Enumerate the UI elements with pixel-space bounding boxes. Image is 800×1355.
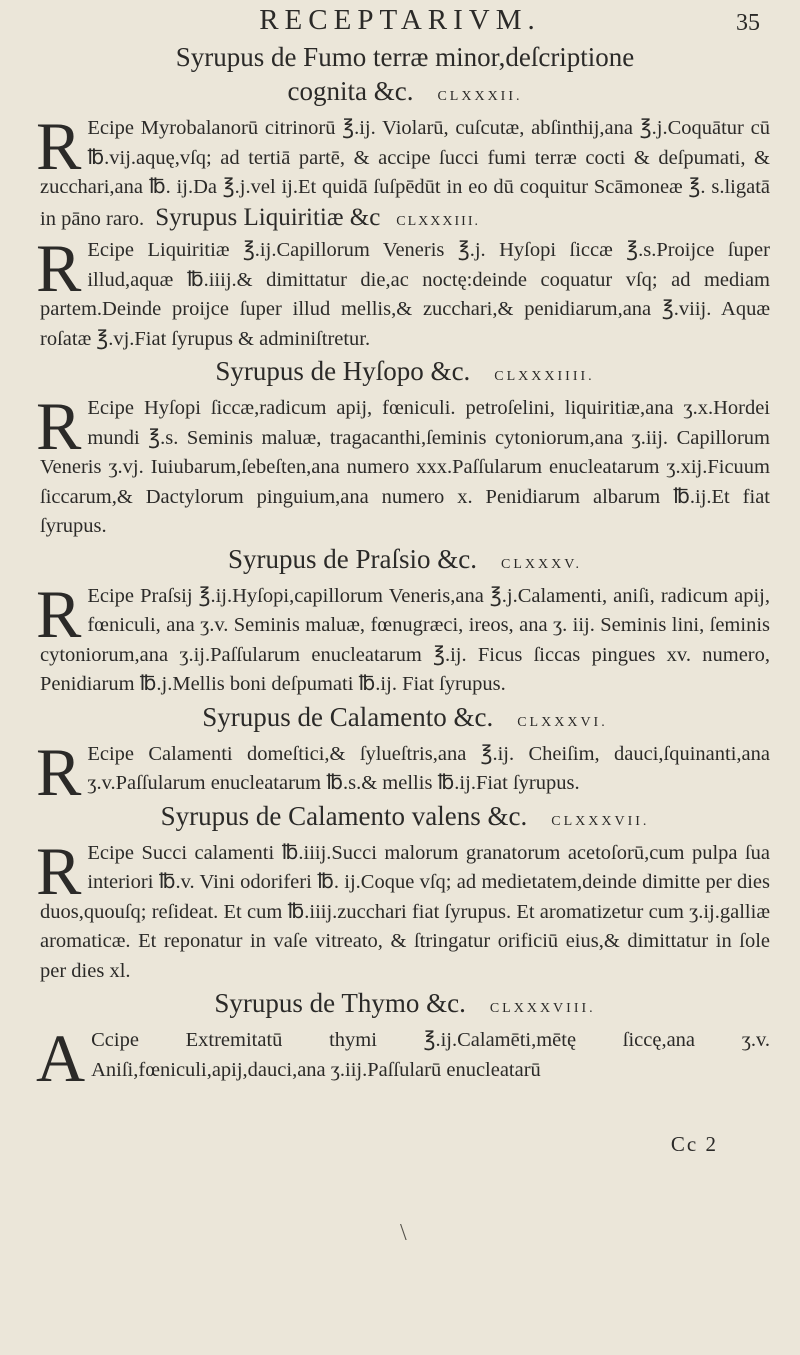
recipe-body: Ecipe Calamenti domeſtici,& ſylueſtris,ana ℥.ij. Cheiſim, dauci,ſquinanti,ana ʒ.v.Paſſularum enucleatarum ℔.s.& mellis ℔.ij.Fiat ſyrupus. [87,742,770,794]
page-header [0,4,800,38]
section-heading [40,74,770,114]
recipe-text [36,388,770,542]
bottom-mark: \ [400,1220,407,1246]
recipe-section [36,700,770,810]
running-title: RECEPTARIVM. [259,4,541,36]
drop-cap: R [36,108,82,184]
recipe-text [36,1020,770,1096]
section-heading [40,799,770,839]
heading-line: Syrupus de Calamento valens &c. [160,800,528,831]
section-number: CLXXXVII. [551,813,650,829]
heading-line: Syrupus de Fumo terræ minor,deſcriptione [175,42,635,72]
heading-line: Syrupus de Hyſopo &c. [215,356,471,386]
section-heading [40,542,770,582]
heading-line: cognita &c. [287,76,414,106]
drop-cap: R [36,733,82,810]
recipe-text [36,108,770,236]
section-number: CLXXXIII. [396,213,481,229]
section-number: CLXXXII. [437,89,523,104]
drop-cap: R [36,832,82,909]
inline-heading: Syrupus Liquiritiæ &c [155,203,381,231]
heading-line: Syrupus de Calamento &c. [202,701,494,732]
recipe-section [36,986,770,1096]
signature-mark: Cc 2 [670,1132,718,1156]
section-number: CLXXXIIII. [494,369,595,384]
drop-cap: R [36,575,82,652]
heading-line: Syrupus de Thymo &c. [214,988,466,1018]
section-number: CLXXXVI. [517,714,608,730]
recipe-text [36,230,770,354]
recipe-section [36,354,770,542]
heading-line: Syrupus de Praſsio &c. [227,543,477,574]
recipe-body: Ecipe Hyſopi ſiccæ,radicum apij, fœniculi. petroſelini, liquiritiæ,ana ʒ.x.Hordei mundi ℥.s. Seminis maluæ, tragacanthi,ſeminis cytoniorum,ana ʒ.iij. Capillorum Veneris ʒ.vj. Iuiubarum,ſebeſten,ana numero xxx.Paſſularum enucleatarum ʒ.xij.Ficuum ſiccarum,& Dactylorum pinguium,ana numero x. Penidiarum albarum ℔.ij.Et fiat ſyrupus. [40,397,770,537]
section-heading [40,40,770,74]
recipe-body: Ecipe Praſsij ℥.ij.Hyſopi,capillorum Veneris,ana ℥.j.Calamenti, aniſi, radicum apij, fœniculi, ana ʒ.v. Seminis maluæ, fœnugræci, ireos, ana ʒ. iij. Seminis lini, ſeminis cytoniorum,ana ʒ.ij.Paſſularum enucleatarum ℥.ij. Ficus ſiccas pingues xv. numero, Penidiarum ℔.j.Mellis boni deſpumati ℔.ij. Fiat ſyrupus. [40,584,770,695]
section-heading [40,986,770,1026]
section-heading [40,354,770,394]
drop-cap: A [36,1020,86,1096]
recipe-text [36,733,770,810]
section-number: CLXXXV. [500,556,583,572]
recipe-body: Ecipe Myrobalanorū citrinorū ℥.ij. Violarū, cuſcutæ, abſinthij,ana ℥.j.Coquātur cū ℔.vij.aquę,vſq; ad tertiā partē, & accipe ſucci fumi terræ cocti & deſpumati, & zucchari,ana ℔. ij.Da ℥.j.vel ij.Et quidā ſuſpēdūt in eo dū coquitur Scāmoneæ ℥. s.ligatā in pāno raro. [40,117,770,230]
recipe-text [36,575,770,700]
recipe-section [36,40,770,236]
recipe-body: Ccipe Extremitatū thymi ℥.ij.Calamēti,mētę ſiccę,ana ʒ.v. Aniſi,fœniculi,apij,dauci,ana ʒ.iij.Paſſularū enucleatarū [91,1029,770,1081]
section-number: CLXXXVIII. [489,1001,596,1016]
recipe-text [36,832,770,987]
section-heading [40,700,770,740]
recipe-section [36,799,770,987]
recipe-body: Ecipe Succi calamenti ℔.iiij.Succi malorum granatorum acetoſorū,cum pulpa ſua interiori ℔.v. Vini odoriferi ℔. ij.Coque vſq; ad medietatem,deinde dimitte per dies duos,quouſq; reſideat. Et cum ℔.iiij.zucchari fiat ſyrupus. Et aromatizetur cum ʒ.ij.galliæ aromaticæ. Et reponatur in vaſe vitreato, & ſtringatur orificiū eius,& dimittatur in ſole per dies xl. [40,841,770,982]
recipe-section [36,542,770,700]
recipe-body: Ecipe Liquiritiæ ℥.ij.Capillorum Veneris ℥.j. Hyſopi ſiccæ ℥.s.Proijce ſuper illud,aquæ ℔.iiij.& dimittatur die,ac noctę:deinde coquatur vſq; ad mediam partem.Deinde proijce ſuper illud mellis,& zucchari,& penidiarum,ana ℥.viij. Aquæ roſatæ ℥.vj.Fiat ſyrupus & adminiſtretur. [40,239,770,350]
drop-cap: R [36,388,82,464]
page-number: 35 [736,10,760,36]
recipe-section [36,230,770,354]
drop-cap: R [36,230,82,306]
page-content [36,40,770,1096]
